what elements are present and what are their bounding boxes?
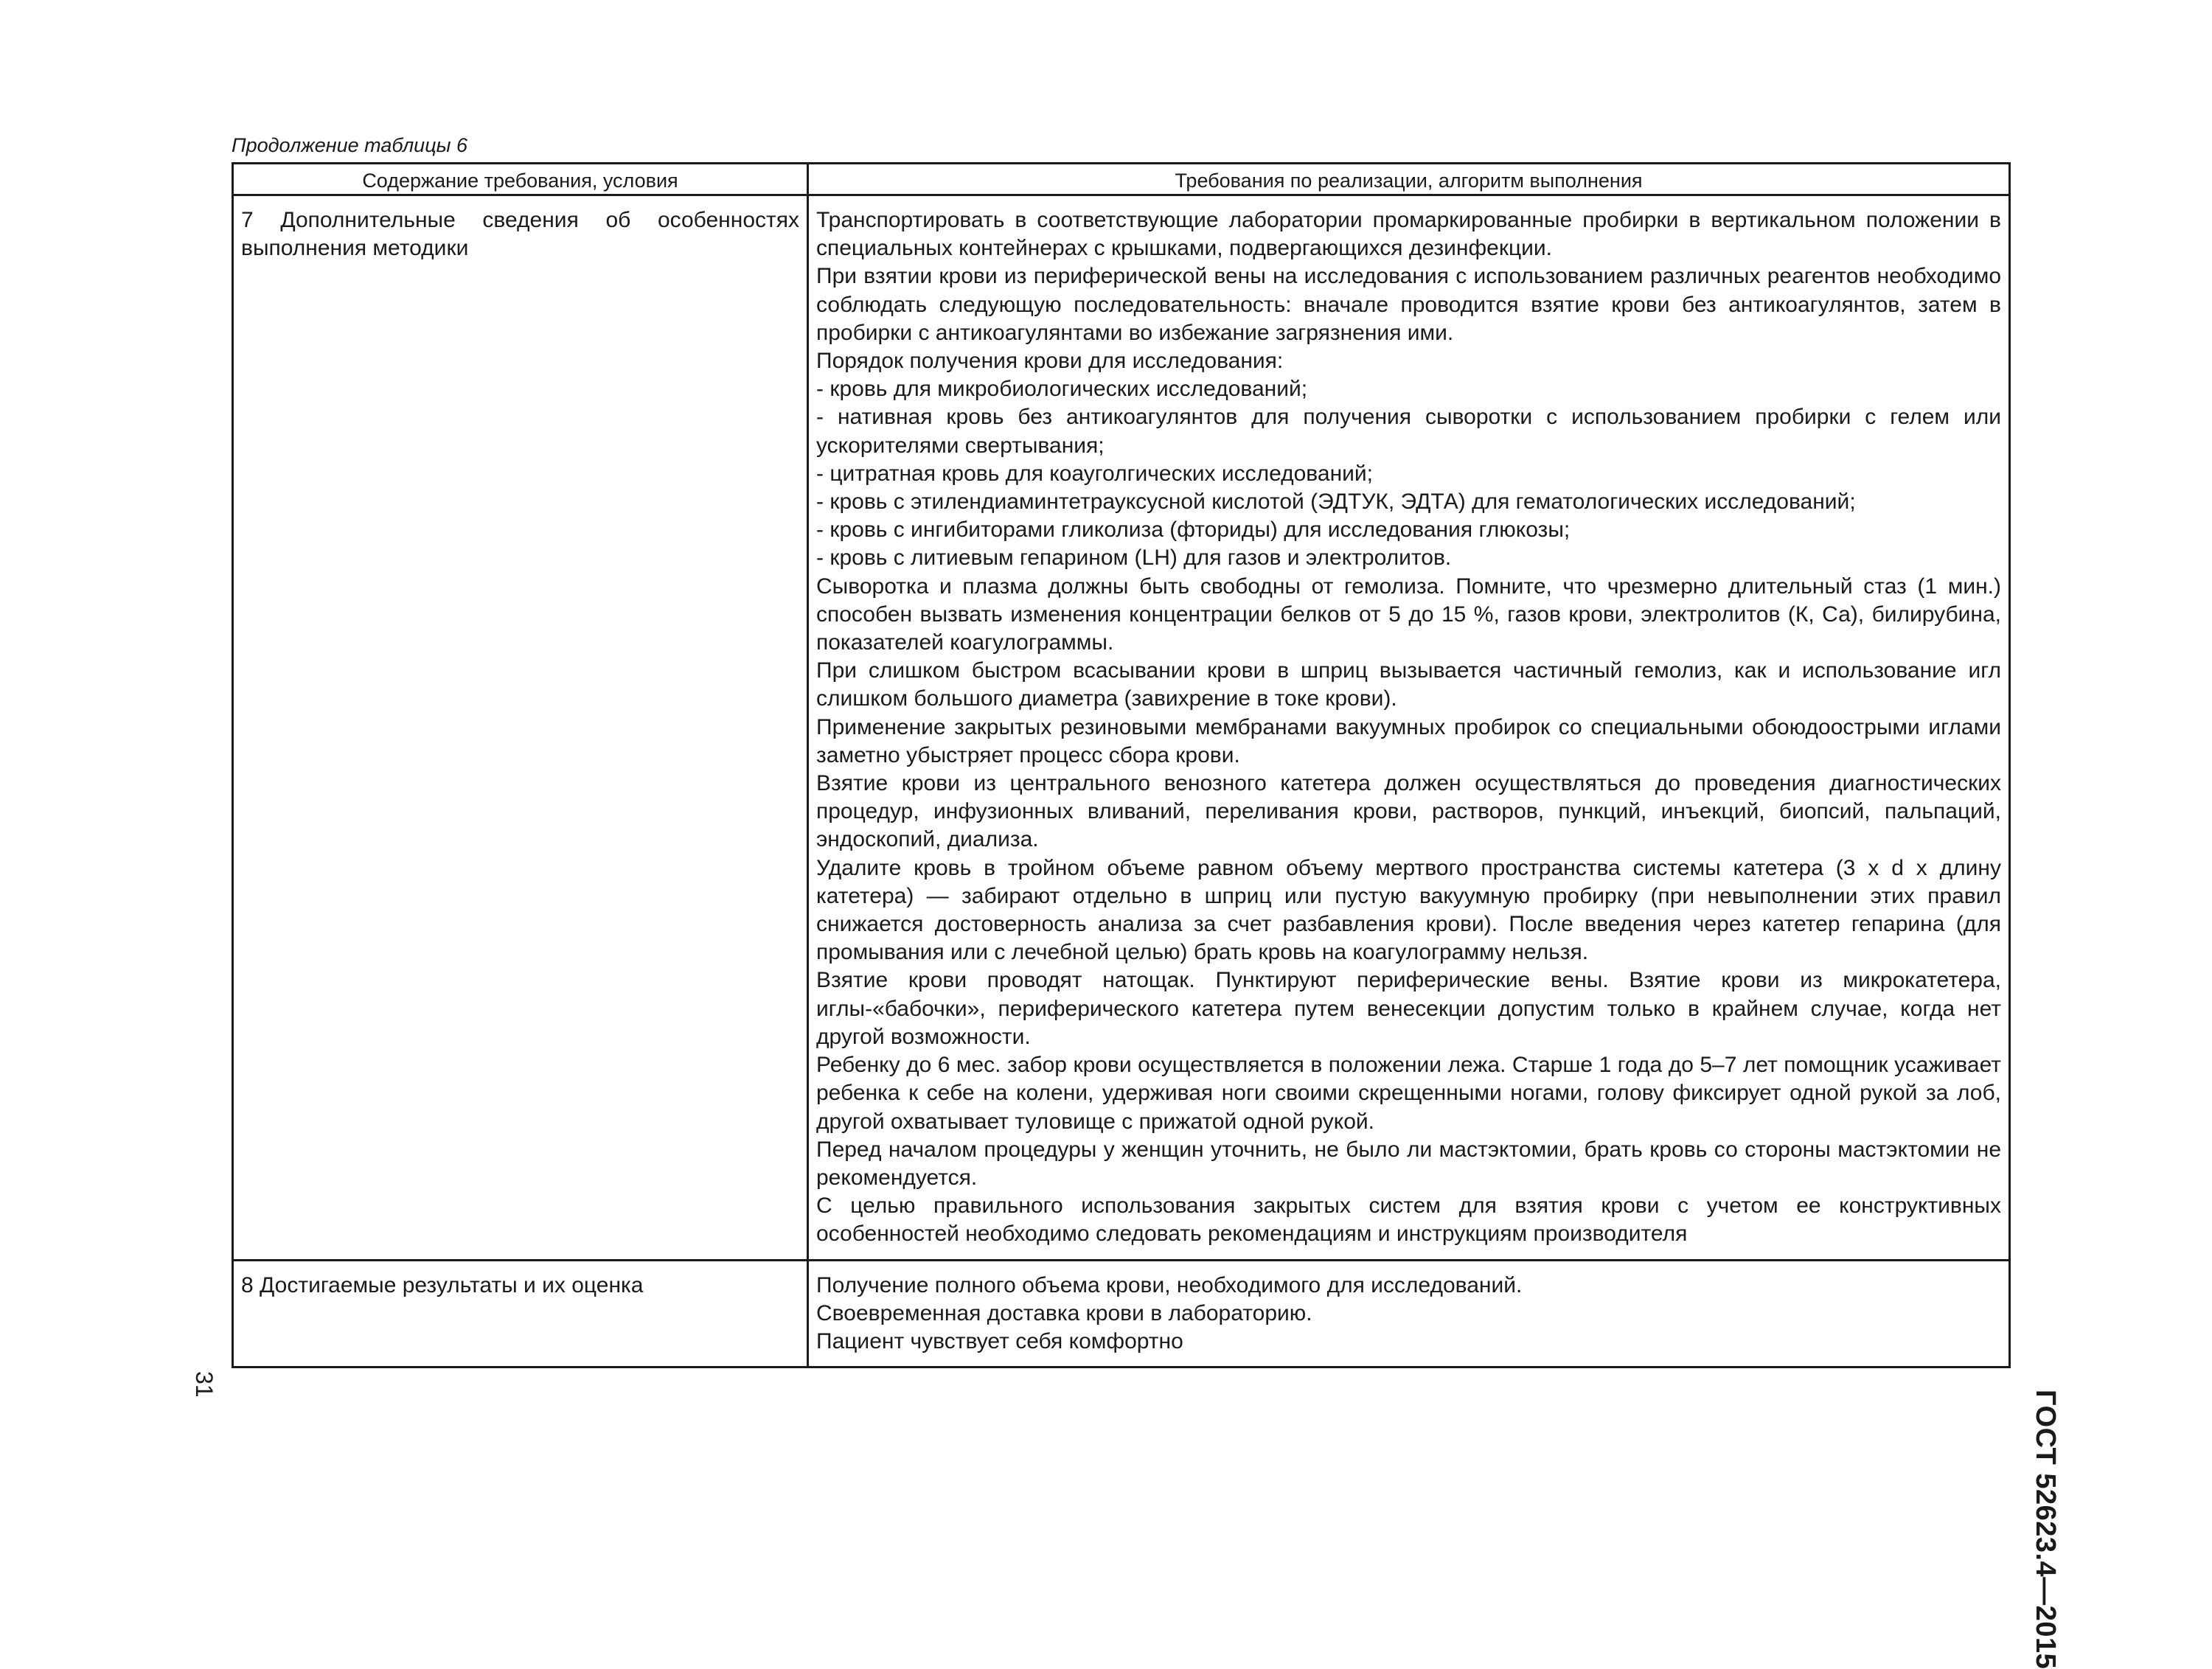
paragraph: Взятие крови проводят натощак. Пунктируют периферические вены. Взятие крови из микрокатетера, иглы-«бабочки», периферического катетера путем венесекции допустим только в крайнем случае, когда нет другой возможности.: [816, 968, 2001, 1049]
paragraph: Своевременная доставка крови в лабораторию.: [816, 1300, 1312, 1325]
list-item: - кровь для микробиологических исследований;: [816, 377, 1308, 402]
paragraph: Транспортировать в соответствующие лаборатории промаркированные пробирки в вертикальном положении в специальных контейнерах с крышками, подвергающихся дезинфекции.: [816, 208, 2001, 261]
paragraph: Удалите кровь в тройном объеме равном объему мертвого пространства системы катетера (3 x d x длину катетера) — забирают отдельно в шприц или пустую вакуумную пробирку (при невыполнении этих правил снижается достоверность анализа за счет разбавления крови). После введения через катетер гепарина (для промывания или с лечебной целью) брать кровь на коагулограмму нельзя.: [816, 855, 2001, 965]
table-header-row: [233, 164, 2010, 195]
paragraph: Порядок получения крови для исследования:: [816, 349, 1284, 374]
table-caption: Продолжение таблицы 6: [232, 134, 468, 156]
table-row: [233, 1260, 2010, 1367]
row-7-requirement: 7 Дополнительные сведения об особенностях выполнения методики: [233, 195, 808, 1261]
header-requirement: Содержание требования, условия: [233, 164, 808, 195]
paragraph: Взятие крови из центрального венозного катетера должен осуществляться до проведения диагностических процедур, инфузионных вливаний, переливания крови, растворов, пункций, инъекций, биопсий, пальпаций, эндоскопий, диализа.: [816, 771, 2001, 852]
paragraph: При взятии крови из периферической вены на исследования с использованием различных реагентов необходимо соблюдать следующую последовательность: вначале проводится взятие крови без антикоагулянтов, затем в пробирки с антикоагулянтами во избежание загрязнения ими.: [816, 264, 2001, 345]
paragraph: Ребенку до 6 мес. забор крови осуществляется в положении лежа. Старше 1 года до 5–7 лет помощник усаживает ребенка к себе на колени, удерживая ноги своими скрещенными ногами, голову фиксирует одной рукой за лоб, другой охватывает туловище с прижатой одной рукой.: [816, 1053, 2001, 1134]
paragraph: Перед началом процедуры у женщин уточнить, не было ли мастэктомии, брать кровь со стороны мастэктомии не рекомендуется.: [816, 1137, 2001, 1190]
row-8-requirement: 8 Достигаемые результаты и их оценка: [233, 1260, 808, 1367]
row-7-implementation: [808, 195, 2010, 1261]
paragraph: При слишком быстром всасывании крови в шприц вызывается частичный гемолиз, как и использование игл слишком большого диаметра (завихрение в токе крови).: [816, 658, 2001, 711]
paragraph: С целью правильного использования закрытых систем для взятия крови с учетом ее конструктивных особенностей необходимо следовать рекомендациям и инструкциям производителя: [816, 1194, 2001, 1247]
page-number: 31: [191, 1371, 218, 1398]
header-implementation: Требования по реализации, алгоритм выполнения: [808, 164, 2010, 195]
requirements-table: [232, 162, 2011, 1368]
paragraph: Применение закрытых резиновыми мембранами вакуумных пробирок со специальными обоюдоострыми иглами заметно убыстряет процесс сбора крови.: [816, 714, 2001, 767]
document-standard-title: ГОСТ 52623.4—2015: [2030, 1390, 2061, 1669]
table-row: [233, 195, 2010, 1261]
row-8-implementation: [808, 1260, 2010, 1367]
list-item: - кровь с этилендиаминтетрауксусной кислотой (ЭДТУК, ЭДТА) для гематологических исследований;: [816, 489, 1856, 515]
list-item: - нативная кровь без антикоагулянтов для получения сыворотки с использованием пробирки с гелем или ускорителями свертывания;: [816, 405, 2001, 458]
list-item: - цитратная кровь для коауголгических исследований;: [816, 461, 1373, 486]
paragraph: Получение полного объема крови, необходимого для исследований.: [816, 1272, 1523, 1297]
paragraph: Сыворотка и плазма должны быть свободны от гемолиза. Помните, что чрезмерно длительный стаз (1 мин.) способен вызвать изменения концентрации белков от 5 до 15 %, газов крови, электролитов (К, Са), билирубина, показателей коагулограммы.: [816, 574, 2001, 655]
list-item: - кровь с ингибиторами гликолиза (фториды) для исследования глюкозы;: [816, 518, 1571, 543]
list-item: - кровь с литиевым гепарином (LH) для газов и электролитов.: [816, 546, 1452, 571]
paragraph: Пациент чувствует себя комфортно: [816, 1328, 1183, 1353]
